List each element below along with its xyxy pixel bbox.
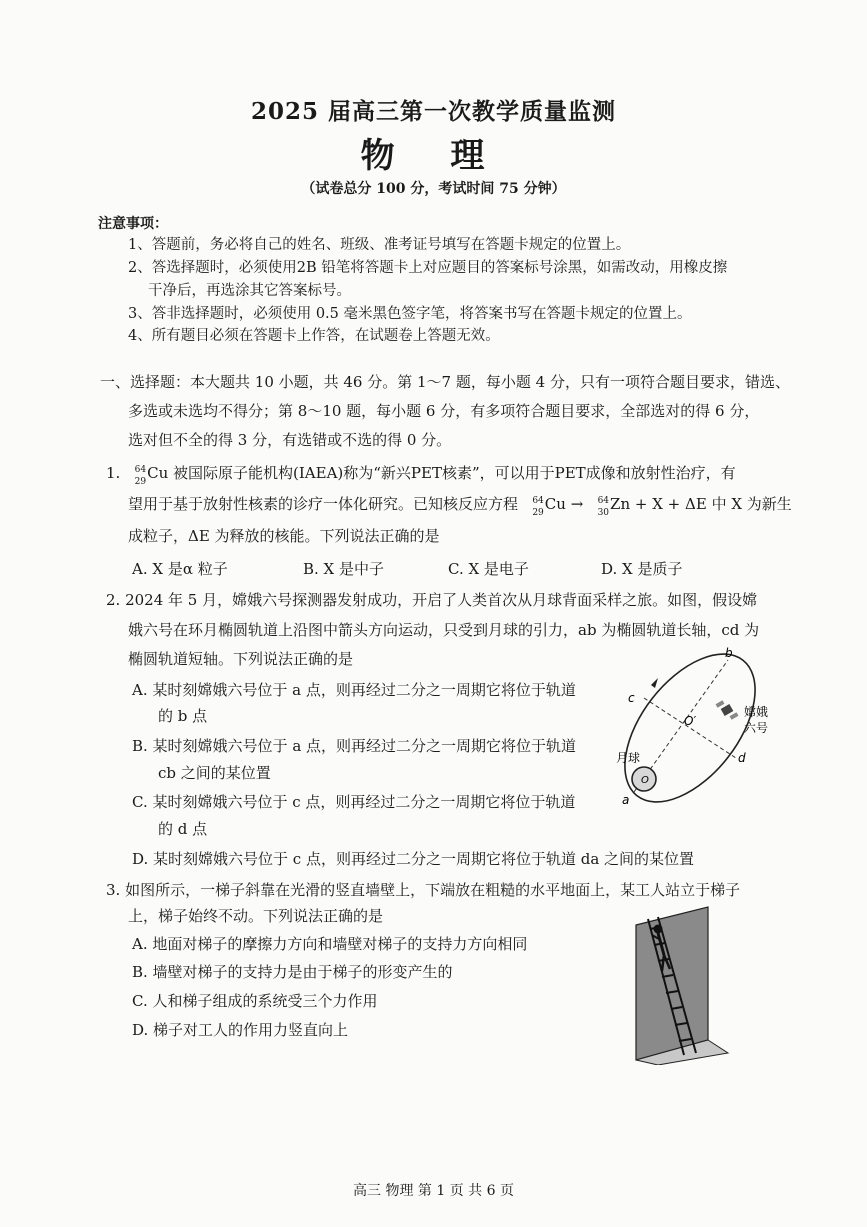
option-a-cont: 的 b 点 — [158, 707, 208, 725]
question-3-line: 上，梯子始终不动。下列说法正确的是 — [128, 907, 384, 925]
satellite-icon — [716, 700, 739, 719]
question-2-line: 2. 2024 年 5 月，嫦娥六号探测器发射成功，开启了人类首次从月球背面采样之旅。如图，假设嫦 — [106, 591, 758, 609]
orbit-diagram — [604, 640, 784, 815]
option-b: B. X 是中子 — [303, 560, 385, 578]
option-a: A. 地面对梯子的摩擦力方向和墙壁对梯子的支持力方向相同 — [132, 935, 528, 953]
notice-item: 1、答题前，务必将自己的姓名、班级、准考证号填写在答题卡规定的位置上。 — [128, 237, 631, 253]
nuclide-zn: 64 30 — [597, 496, 610, 518]
section-instruction: 选对但不全的得 3 分，有选错或不选的得 0 分。 — [128, 431, 452, 449]
option-b: B. 某时刻嫦娥六号位于 a 点，则再经过二分之一周期它将位于轨道 — [132, 737, 577, 755]
option-d: D. 某时刻嫦娥六号位于 c 点，则再经过二分之一周期它将位于轨道 da 之间的某位置 — [132, 850, 695, 868]
minor-axis — [644, 698, 736, 758]
question-2-line: 椭圆轨道短轴。下列说法正确的是 — [128, 650, 354, 668]
label-d: d — [738, 751, 746, 765]
question-number: 1. — [106, 464, 121, 482]
exam-title: 2025 届高三第一次教学质量监测 — [250, 98, 617, 125]
label-probe-line1: 嫦娥 — [744, 705, 769, 719]
label-b: b — [725, 646, 733, 660]
option-b: B. 墙壁对梯子的支持力是由于梯子的形变产生的 — [132, 963, 453, 981]
nuclide-cu: 64 29 — [134, 465, 147, 487]
notice-heading: 注意事项： — [98, 216, 168, 232]
score-note: （试卷总分 100 分，考试时间 75 分钟） — [301, 181, 566, 197]
question-3-line: 3. 如图所示，一梯子斜靠在光滑的竖直墙壁上，下端放在粗糙的水平地面上，某工人站立于梯子 — [106, 881, 741, 899]
label-moon: 月球 — [616, 751, 641, 765]
nuclide-cu: 64 29 — [532, 496, 544, 518]
notice-item: 3、答非选择题时，必须使用 0.5 毫米黑色签字笔，将答案书写在答题卡规定的位置上。 — [128, 306, 692, 322]
label-center: O′ — [684, 714, 697, 728]
question-1-line: 望用于基于放射性核素的诊疗一体化研究。已知核反应方程 64 29 Cu → 64 30 Zn + X + ΔE 中 X 为新生 — [128, 495, 792, 518]
option-c: C. X 是电子 — [448, 560, 529, 578]
option-c: C. 某时刻嫦娥六号位于 c 点，则再经过二分之一周期它将位于轨道 — [132, 793, 576, 811]
label-moon-center: O — [641, 775, 649, 786]
option-c-cont: 的 d 点 — [158, 820, 208, 838]
option-b-cont: cb 之间的某位置 — [158, 764, 271, 782]
label-a: a — [622, 793, 630, 807]
wall — [636, 907, 708, 1060]
label-probe-line2: 六号 — [744, 721, 769, 735]
notice-item: 干净后，再选涂其它答案标号。 — [148, 283, 351, 299]
direction-arrow-icon — [651, 678, 658, 688]
option-a: A. 某时刻嫦娥六号位于 a 点，则再经过二分之一周期它将位于轨道 — [132, 681, 576, 699]
section-instruction: 多选或未选均不得分；第 8～10 题，每小题 6 分，有多项符合题目要求，全部选对的得 6 分， — [128, 402, 760, 420]
page-footer: 高三 物理 第 1 页 共 6 页 — [353, 1183, 514, 1199]
option-d: D. X 是质子 — [601, 560, 683, 578]
question-1-line: 1. 64 29 Cu 被国际原子能机构(IAEA)称为“新兴PET核素”，可以用于PET成像和放射性治疗，有 — [106, 464, 736, 487]
notice-item: 4、所有题目必须在答题卡上作答，在试题卷上答题无效。 — [128, 328, 500, 344]
section-instruction: 一、选择题：本大题共 10 小题，共 46 分。第 1～7 题，每小题 4 分，只有一项符合题目要求，错选、 — [100, 373, 790, 391]
label-c: c — [628, 691, 635, 705]
option-a: A. X 是α 粒子 — [132, 560, 228, 578]
question-1-line: 成粒子，ΔE 为释放的核能。下列说法正确的是 — [128, 527, 440, 545]
option-c: C. 人和梯子组成的系统受三个力作用 — [132, 992, 378, 1010]
ladder-diagram — [628, 905, 730, 1065]
subject-title: 物 理 — [360, 136, 507, 176]
notice-item: 2、答选择题时，必须使用2B 铅笔将答题卡上对应题目的答案标号涂黑，如需改动，用橡皮擦 — [128, 260, 728, 276]
option-d: D. 梯子对工人的作用力竖直向上 — [132, 1021, 349, 1039]
question-2-line: 娥六号在环月椭圆轨道上沿图中箭头方向运动，只受到月球的引力，ab 为椭圆轨道长轴，cd 为 — [128, 621, 760, 639]
